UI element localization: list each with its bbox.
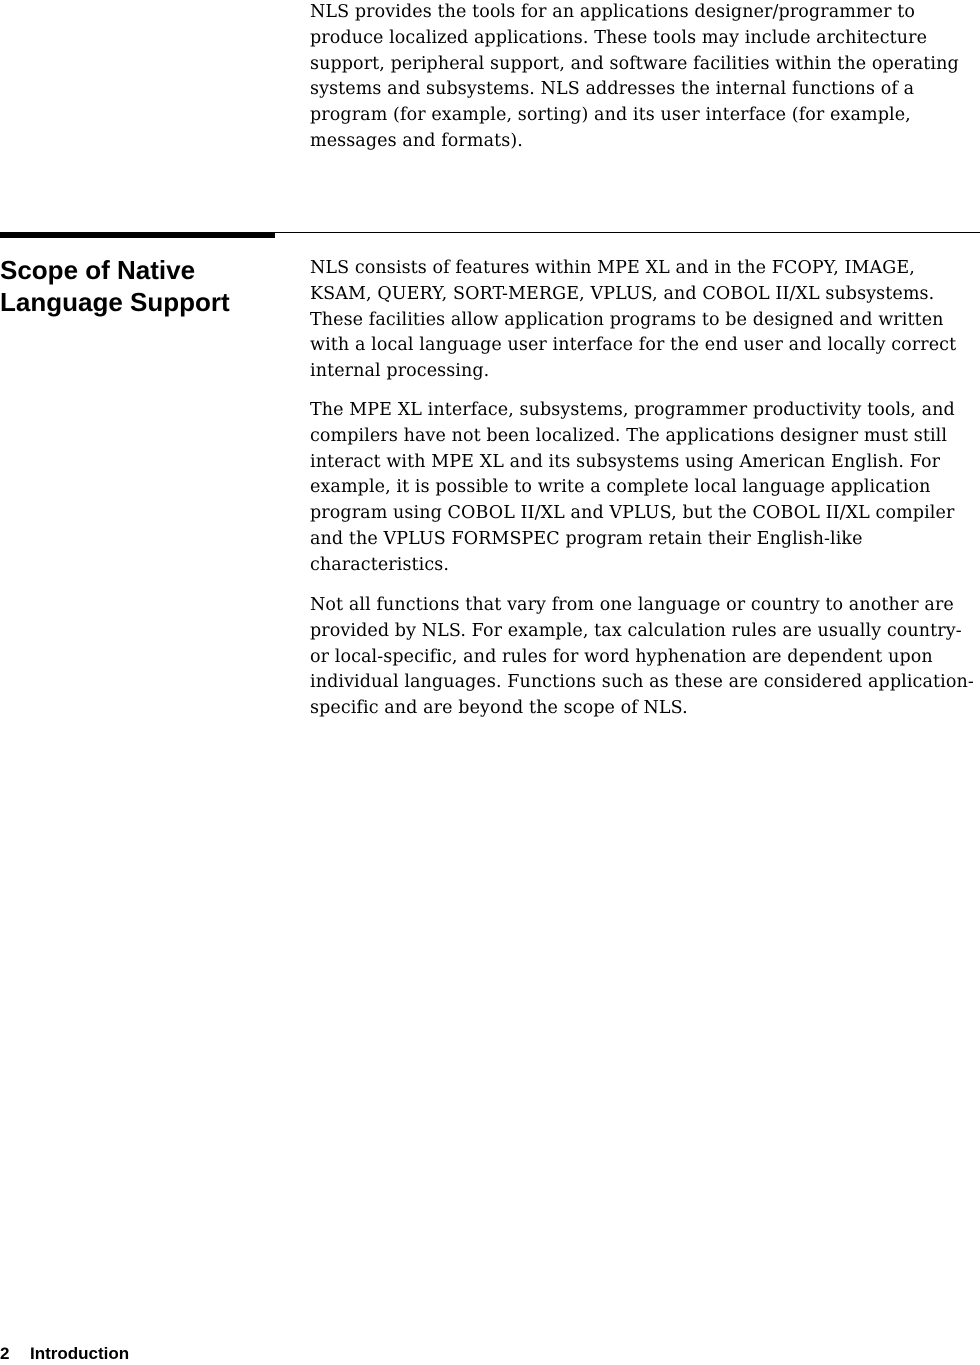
body-paragraph-1: NLS consists of features within MPE XL and in the FCOPY, IMAGE, KSAM, QUERY, SORT-MERGE, VPLUS, and COBOL II/XL subsystems. These facilities allow application programs to be designed and written with a local language user interface for the end user and locally correct internal processing.	[310, 258, 957, 382]
section-heading-line-1: Scope of Native	[0, 255, 196, 285]
page-number: 2	[0, 1344, 10, 1363]
page-footer	[0, 1343, 129, 1365]
footer-chapter-title: Introduction	[30, 1344, 130, 1363]
section-heading-line-2: Language Support	[0, 287, 230, 317]
section-divider-thick	[0, 232, 275, 238]
body-paragraph-3: Not all functions that vary from one language or country to another are provided by NLS. For example, tax calculation rules are usually country- or local-specific, and rules for word hyphenation are dependent upon individual languages. Functions such as these are considered application-specific and are beyond the scope of NLS.	[310, 595, 974, 719]
intro-paragraph: NLS provides the tools for an applications designer/programmer to produce localized applications. These tools may include architecture support, peripheral support, and software facilities within the operating systems and subsystems. NLS addresses the internal functions of a program (for example, sorting) and its user interface (for example, messages and formats).	[310, 2, 959, 151]
section-heading	[0, 254, 270, 318]
section-divider-thin	[275, 232, 980, 233]
body-paragraph-2: The MPE XL interface, subsystems, programmer productivity tools, and compilers have not been localized. The applications designer must still interact with MPE XL and its subsystems using American English. For example, it is possible to write a complete local language application program using COBOL II/XL and VPLUS, but the COBOL II/XL compiler and the VPLUS FORMSPEC program retain their English-like characteristics.	[310, 400, 955, 575]
